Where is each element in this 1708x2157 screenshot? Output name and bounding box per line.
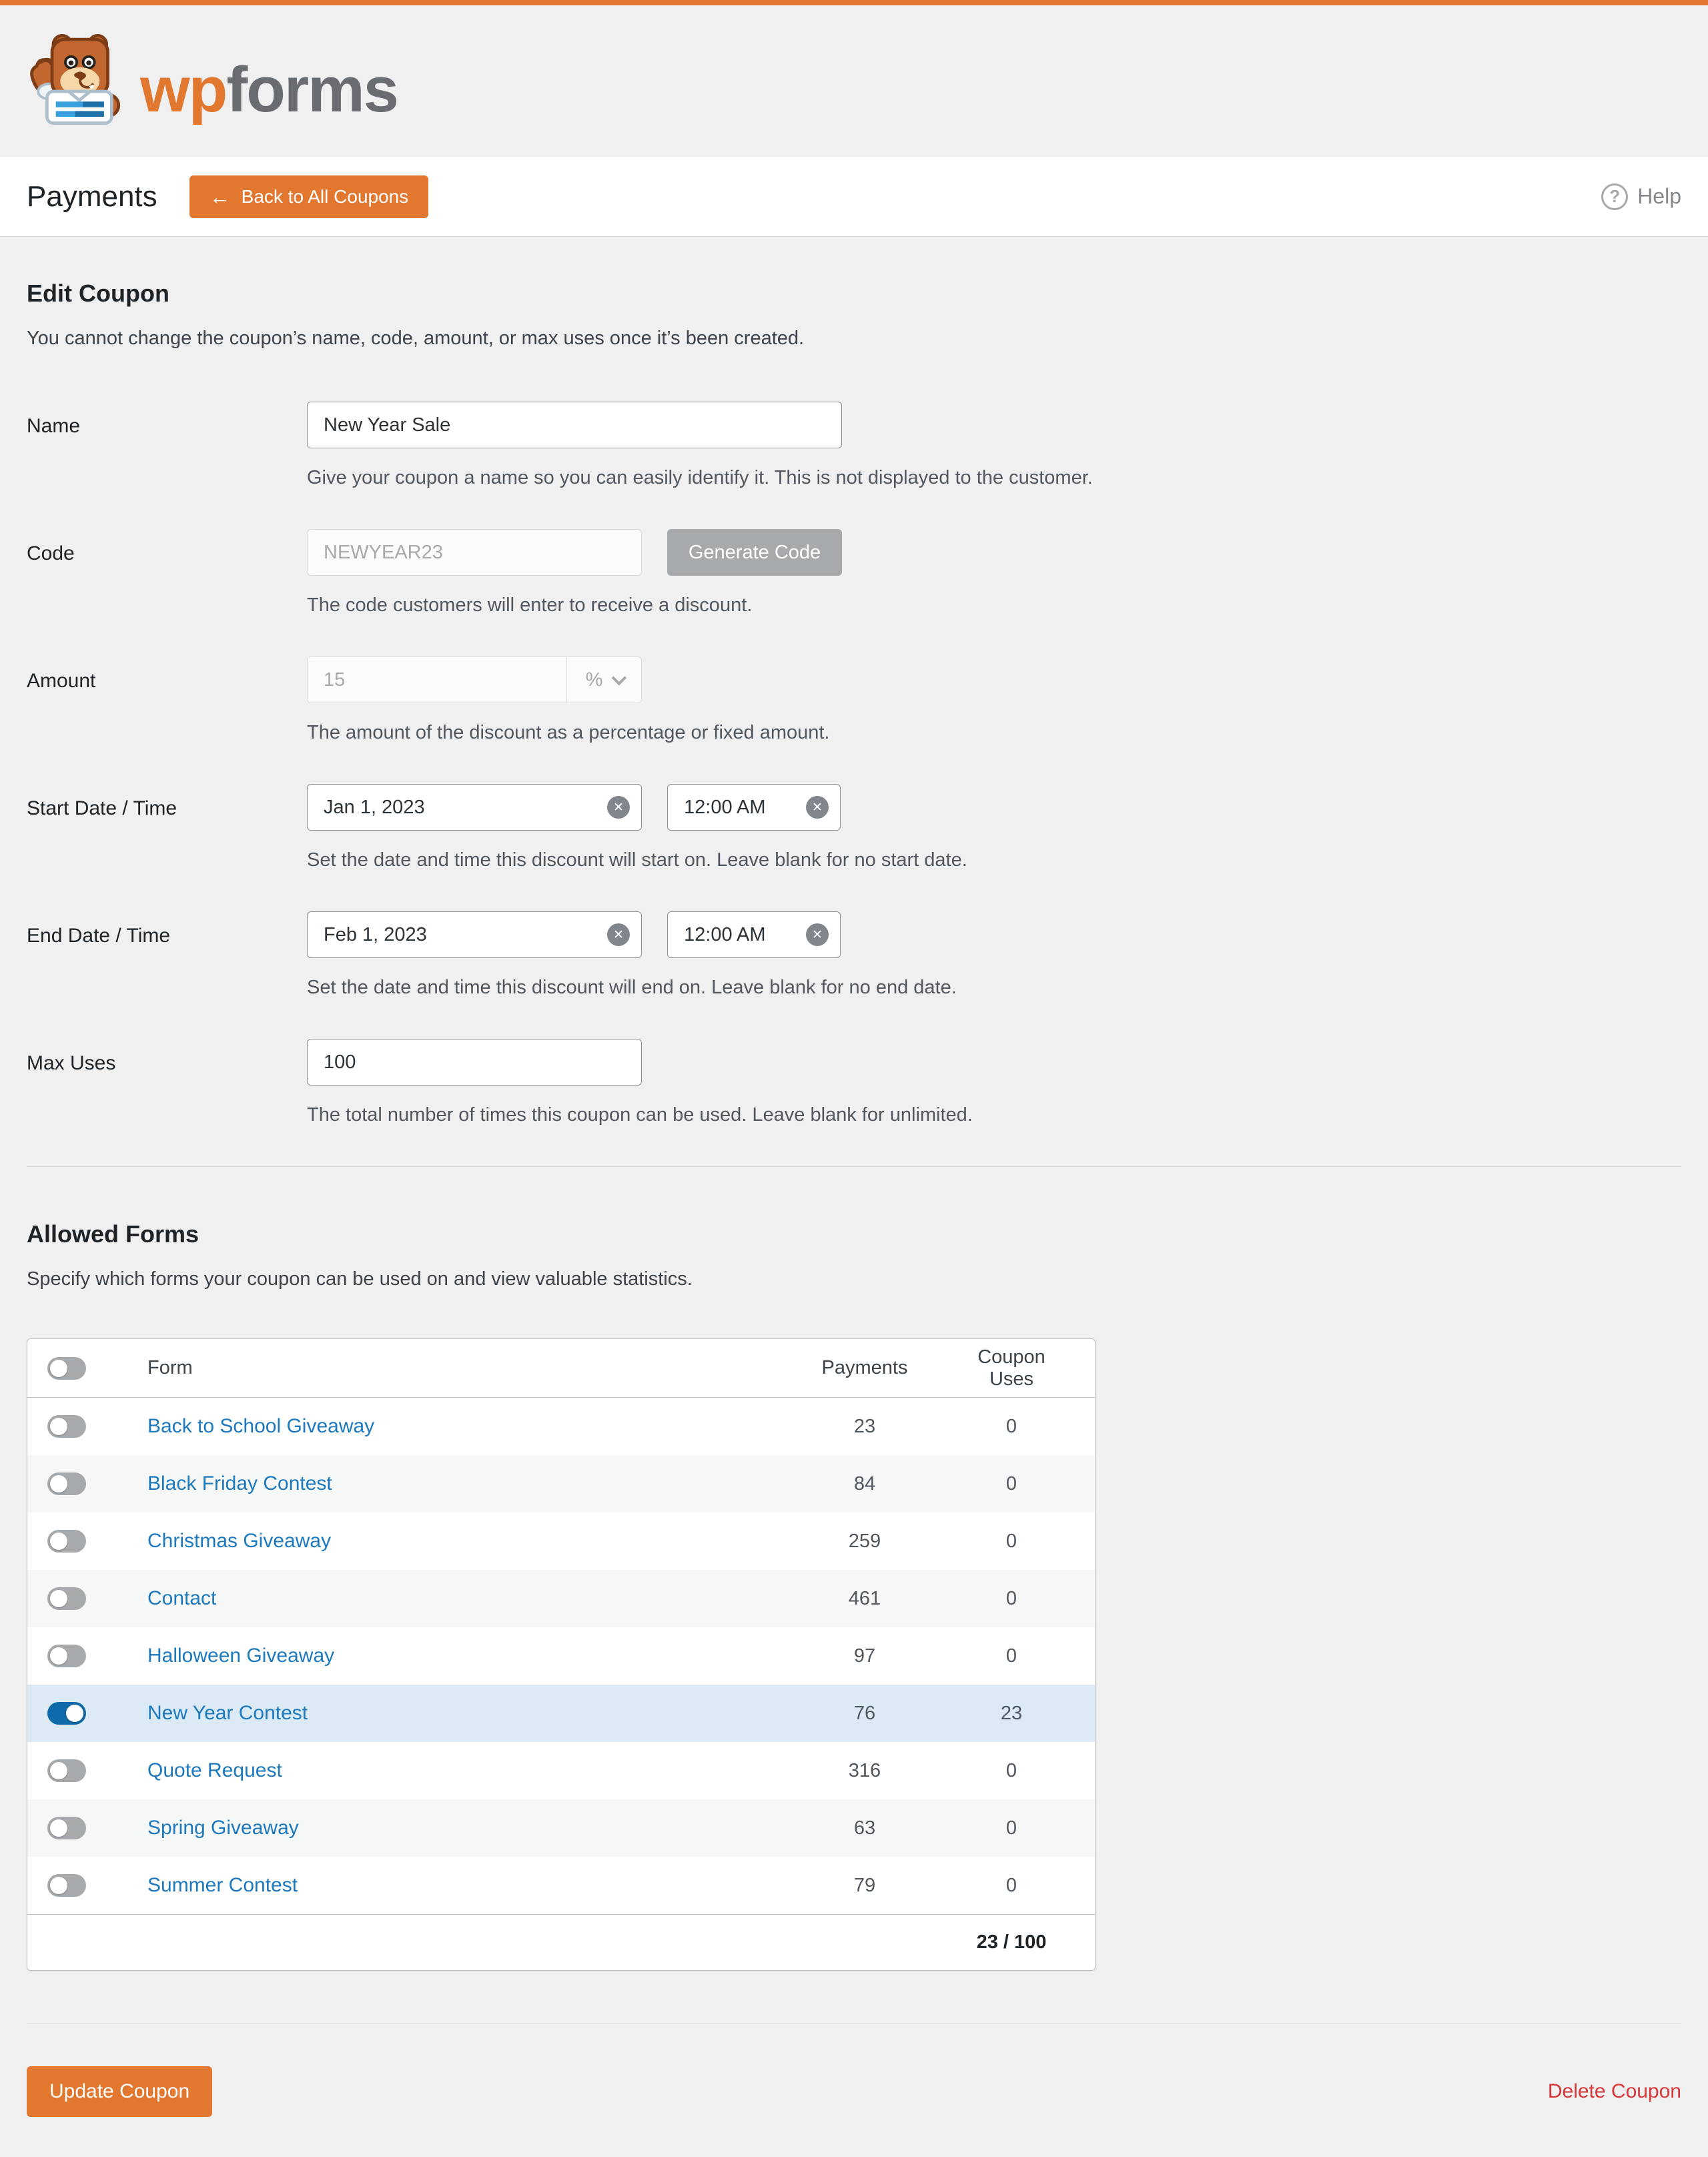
coupon-uses-column-header: Coupon Uses <box>977 1346 1045 1390</box>
name-helper-text: Give your coupon a name so you can easily identify it. This is not displayed to the customer. <box>307 467 1093 488</box>
start-datetime-label: Start Date / Time <box>27 797 177 819</box>
payments-count: 259 <box>848 1530 881 1552</box>
coupon-uses-count: 0 <box>1005 1587 1017 1609</box>
table-row <box>27 1455 1095 1513</box>
start-helper-text: Set the date and time this discount will start on. Leave blank for no start date. <box>307 849 967 871</box>
code-label: Code <box>27 542 75 564</box>
help-link[interactable] <box>1601 183 1681 210</box>
edit-coupon-title: Edit Coupon <box>27 280 169 307</box>
toggle-knob <box>50 1762 67 1779</box>
table-row <box>27 1799 1095 1857</box>
form-link[interactable]: Contact <box>147 1587 217 1609</box>
toggle-knob <box>50 1647 67 1665</box>
form-link[interactable]: Christmas Giveaway <box>147 1530 332 1552</box>
form-link[interactable]: Back to School Giveaway <box>147 1415 375 1437</box>
payments-count: 97 <box>853 1645 876 1667</box>
form-toggle[interactable] <box>47 1645 86 1667</box>
main-content <box>0 237 1708 2157</box>
coupon-uses-count: 0 <box>1005 1817 1017 1839</box>
coupon-uses-total: 23 / 100 <box>976 1931 1047 1953</box>
toggle-knob <box>50 1819 67 1837</box>
end-datetime-label: End Date / Time <box>27 925 171 947</box>
toggle-knob <box>50 1877 67 1894</box>
form-link[interactable]: Spring Giveaway <box>147 1817 299 1839</box>
payments-count: 461 <box>848 1587 881 1609</box>
allowed-forms-table <box>27 1338 1096 1971</box>
top-accent-bar <box>0 0 1708 5</box>
amount-label: Amount <box>27 670 96 692</box>
site-header <box>0 5 1708 157</box>
update-coupon-button[interactable]: Update Coupon <box>27 2066 212 2117</box>
form-toggle-on[interactable] <box>47 1702 86 1725</box>
brand-wp: wp <box>140 53 227 125</box>
allowed-forms-title: Allowed Forms <box>27 1220 199 1248</box>
wpforms-wordmark <box>140 39 398 125</box>
back-to-all-coupons-button[interactable] <box>189 175 429 218</box>
coupon-uses-count: 0 <box>1005 1472 1017 1494</box>
coupon-uses-count: 0 <box>1005 1874 1017 1896</box>
toggle-knob <box>66 1705 83 1722</box>
toggle-all-forms[interactable] <box>47 1357 86 1380</box>
form-toggle[interactable] <box>47 1415 86 1438</box>
delete-coupon-link[interactable]: Delete Coupon <box>1547 2080 1681 2102</box>
end-helper-text: Set the date and time this discount will end on. Leave blank for no end date. <box>307 977 957 998</box>
table-row <box>27 1570 1095 1627</box>
max-uses-helper-text: The total number of times this coupon can be used. Leave blank for unlimited. <box>307 1104 973 1126</box>
start-datetime-field-row <box>27 784 1681 871</box>
clear-start-date-icon[interactable]: ✕ <box>607 796 630 819</box>
payments-count: 316 <box>848 1759 881 1781</box>
clear-start-time-icon[interactable]: ✕ <box>806 796 829 819</box>
back-arrow-icon: ← <box>209 184 231 209</box>
name-label: Name <box>27 415 81 437</box>
code-input <box>307 529 642 576</box>
table-header-row <box>27 1339 1095 1398</box>
table-footer-row <box>27 1914 1095 1970</box>
page-title: Payments <box>27 179 157 213</box>
table-row <box>27 1513 1095 1570</box>
coupon-uses-count: 0 <box>1005 1759 1017 1781</box>
payments-count: 84 <box>853 1472 876 1494</box>
toggle-knob <box>50 1360 67 1377</box>
help-label: Help <box>1637 184 1681 208</box>
allowed-forms-description: Specify which forms your coupon can be used on and view valuable statistics. <box>27 1268 693 1290</box>
form-link[interactable]: Quote Request <box>147 1759 282 1781</box>
edit-coupon-description: You cannot change the coupon’s name, code, amount, or max uses once it’s been created. <box>27 328 805 349</box>
form-toggle[interactable] <box>47 1817 86 1839</box>
coupon-uses-count: 0 <box>1005 1415 1017 1437</box>
code-field-row <box>27 529 1681 616</box>
coupon-uses-count: 23 <box>1000 1702 1023 1724</box>
table-row <box>27 1627 1095 1685</box>
name-field-row <box>27 402 1681 489</box>
form-toggle[interactable] <box>47 1874 86 1897</box>
form-toggle[interactable] <box>47 1759 86 1782</box>
amount-unit-value: % <box>585 669 603 691</box>
footer-actions <box>27 2066 1681 2117</box>
form-link[interactable]: Black Friday Contest <box>147 1472 332 1494</box>
max-uses-field-row <box>27 1039 1681 1126</box>
start-date-input[interactable] <box>307 784 642 831</box>
clear-end-time-icon[interactable]: ✕ <box>806 923 829 946</box>
table-row-selected <box>27 1685 1095 1742</box>
toggle-knob <box>50 1418 67 1435</box>
toggle-knob <box>50 1590 67 1607</box>
back-button-label: Back to All Coupons <box>241 185 409 207</box>
coupon-uses-count: 0 <box>1005 1530 1017 1552</box>
form-toggle[interactable] <box>47 1472 86 1495</box>
max-uses-input[interactable] <box>307 1039 642 1086</box>
wpforms-bear-icon <box>27 29 128 131</box>
toggle-knob <box>50 1533 67 1550</box>
footer-divider <box>27 2023 1681 2024</box>
payments-toolbar <box>0 157 1708 237</box>
toggle-knob <box>50 1475 67 1492</box>
table-row <box>27 1742 1095 1799</box>
code-helper-text: The code customers will enter to receive a discount. <box>307 594 753 616</box>
form-toggle[interactable] <box>47 1587 86 1610</box>
generate-code-button[interactable]: Generate Code <box>667 529 842 576</box>
form-link[interactable]: New Year Contest <box>147 1702 308 1724</box>
coupon-uses-count: 0 <box>1005 1645 1017 1667</box>
form-toggle[interactable] <box>47 1530 86 1553</box>
form-column-header: Form <box>147 1357 193 1378</box>
table-row <box>27 1398 1095 1455</box>
chevron-down-icon <box>612 671 627 686</box>
amount-unit-select[interactable] <box>566 657 641 703</box>
form-link[interactable]: Halloween Giveaway <box>147 1645 335 1667</box>
section-divider <box>27 1166 1681 1167</box>
amount-input: 15 <box>324 669 346 691</box>
max-uses-label: Max Uses <box>27 1052 116 1074</box>
form-link[interactable]: Summer Contest <box>147 1874 298 1896</box>
end-datetime-field-row <box>27 911 1681 999</box>
amount-helper-text: The amount of the discount as a percentage or fixed amount. <box>307 722 830 743</box>
help-question-icon: ? <box>1601 183 1628 210</box>
wpforms-logo <box>27 29 398 131</box>
brand-forms: forms <box>226 53 398 125</box>
payments-column-header: Payments <box>821 1357 908 1378</box>
clear-end-date-icon[interactable]: ✕ <box>607 923 630 946</box>
payments-count: 23 <box>853 1415 876 1437</box>
amount-input-group <box>307 657 642 703</box>
payments-count: 76 <box>853 1702 876 1724</box>
name-input[interactable] <box>307 402 842 448</box>
table-row <box>27 1857 1095 1914</box>
end-date-input[interactable] <box>307 911 642 958</box>
coupon-form <box>27 402 1681 1126</box>
payments-count: 63 <box>853 1817 876 1839</box>
payments-count: 79 <box>853 1874 876 1896</box>
amount-field-row <box>27 657 1681 744</box>
